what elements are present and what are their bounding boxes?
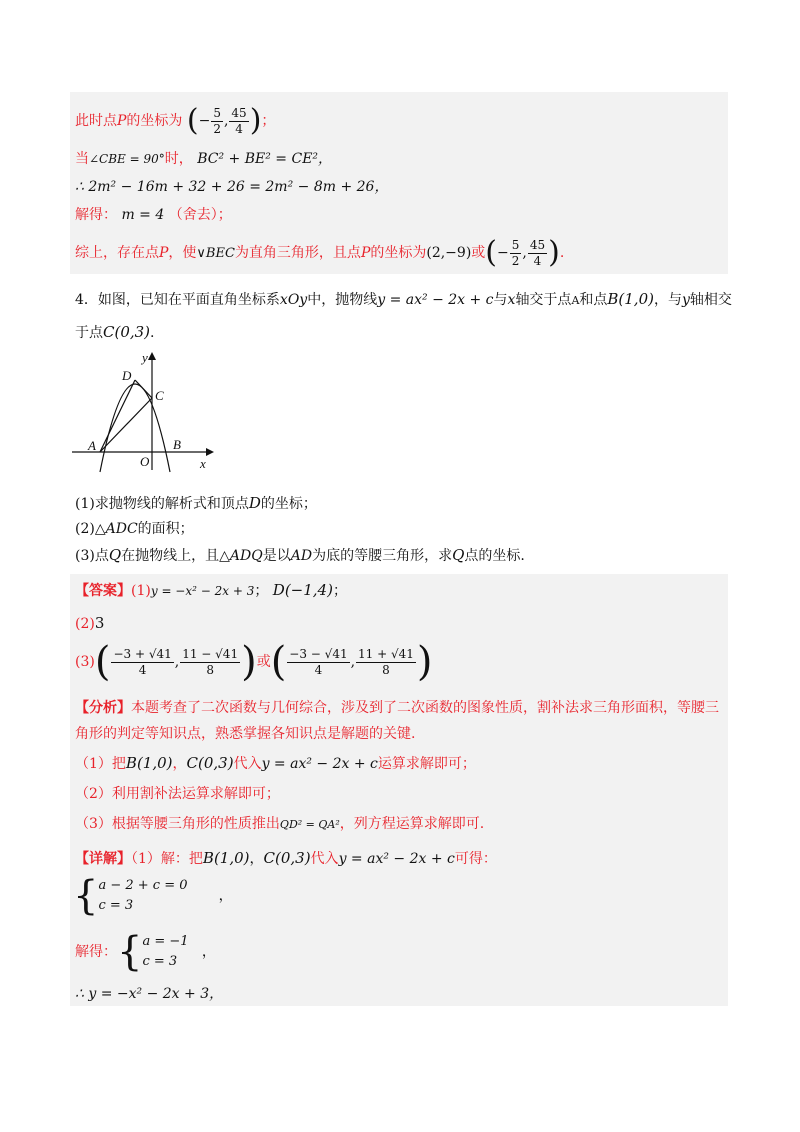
problem-line-2: 于点C(0,3). xyxy=(75,323,155,341)
point-p-coordinate-line: 此时点P的坐标为 (− $\frac{5}{2}$ , $\frac{45}{4}$ )； xyxy=(75,103,276,138)
solve-m-line: 解得： m = 4 （舍去）； xyxy=(75,207,232,223)
analysis-line-1: 【分析】本题考查了二次函数与几何综合，涉及到了二次函数的图象性质，割补法求三角形面积，等腰三 xyxy=(75,700,719,716)
label-x: x xyxy=(200,456,206,471)
detail-line-1: 【详解】（1）解：把B(1,0)，C(0,3)代入y = ax² − 2x + c可得： xyxy=(75,849,497,867)
equation-system-1: {a − 2 + c = 0 c = 3 ， xyxy=(73,873,233,919)
equation-system-2: 解得：{a = −1 c = 3 ， xyxy=(75,929,216,975)
parabola-figure xyxy=(66,348,226,478)
segment-ad xyxy=(100,380,135,452)
angle-cbe-line: 当∠CBE = 90°时， BC² + BE² = CE²， xyxy=(75,151,333,167)
question-3: (3)点Q在抛物线上，且△ADQ是以AD为底的等腰三角形，求Q点的坐标. xyxy=(75,546,525,564)
analysis-line-2: 角形的判定等知识点，熟悉掌握各知识点是解题的关键. xyxy=(75,726,416,742)
equation-line: ∴ 2m² − 16m + 32 + 26 = 2m² − 8m + 26， xyxy=(75,179,389,195)
label-y: y xyxy=(142,350,148,365)
label-c: C xyxy=(155,388,164,403)
label-o: O xyxy=(140,454,150,469)
question-2: (2)△ADC的面积； xyxy=(75,521,194,537)
x-axis-arrow xyxy=(206,448,214,456)
final-equation: ∴ y = −x² − 2x + 3， xyxy=(75,986,224,1002)
answer-line-1: 【答案】(1)y = −x² − 2x + 3； D(−1,4)； xyxy=(75,581,347,599)
problem-line-1: 4．如图，已知在平面直角坐标系xOy中，抛物线y = ax² − 2x + c与x轴交于点A和点B(1,0)，与y轴相交 xyxy=(75,290,732,308)
label-b: B xyxy=(173,437,181,452)
segment-ac xyxy=(100,398,152,452)
segment-dc xyxy=(135,380,152,398)
label-a: A xyxy=(88,438,96,453)
analysis-step-1: （1）把B(1,0)，C(0,3)代入y = ax² − 2x + c运算求解即可； xyxy=(75,754,476,772)
answer-line-2: (2)3 xyxy=(75,614,105,632)
conclusion-line: 综上，存在点P，使∨BEC为直角三角形，且点P的坐标为(2,−9)或(− $\frac{5}{2}$ , $\frac{45}{4}$ ). xyxy=(75,235,565,270)
label-d: D xyxy=(122,368,132,383)
question-1: (1)求抛物线的解析式和顶点D的坐标； xyxy=(75,494,317,512)
y-axis-arrow xyxy=(148,352,156,360)
analysis-step-3: （3）根据等腰三角形的性质推出QD² = QA²，列方程运算求解即可. xyxy=(75,816,485,832)
answer-line-3: (3)( $\frac{-3 + √41}{4}$ , $\frac{11 - √41}{8}$ )或( $\frac{-3 - √41}{4}$ , $\frac{11 + √41}{8}$ ) xyxy=(75,639,433,685)
analysis-step-2: （2）利用割补法运算求解即可； xyxy=(75,786,280,802)
